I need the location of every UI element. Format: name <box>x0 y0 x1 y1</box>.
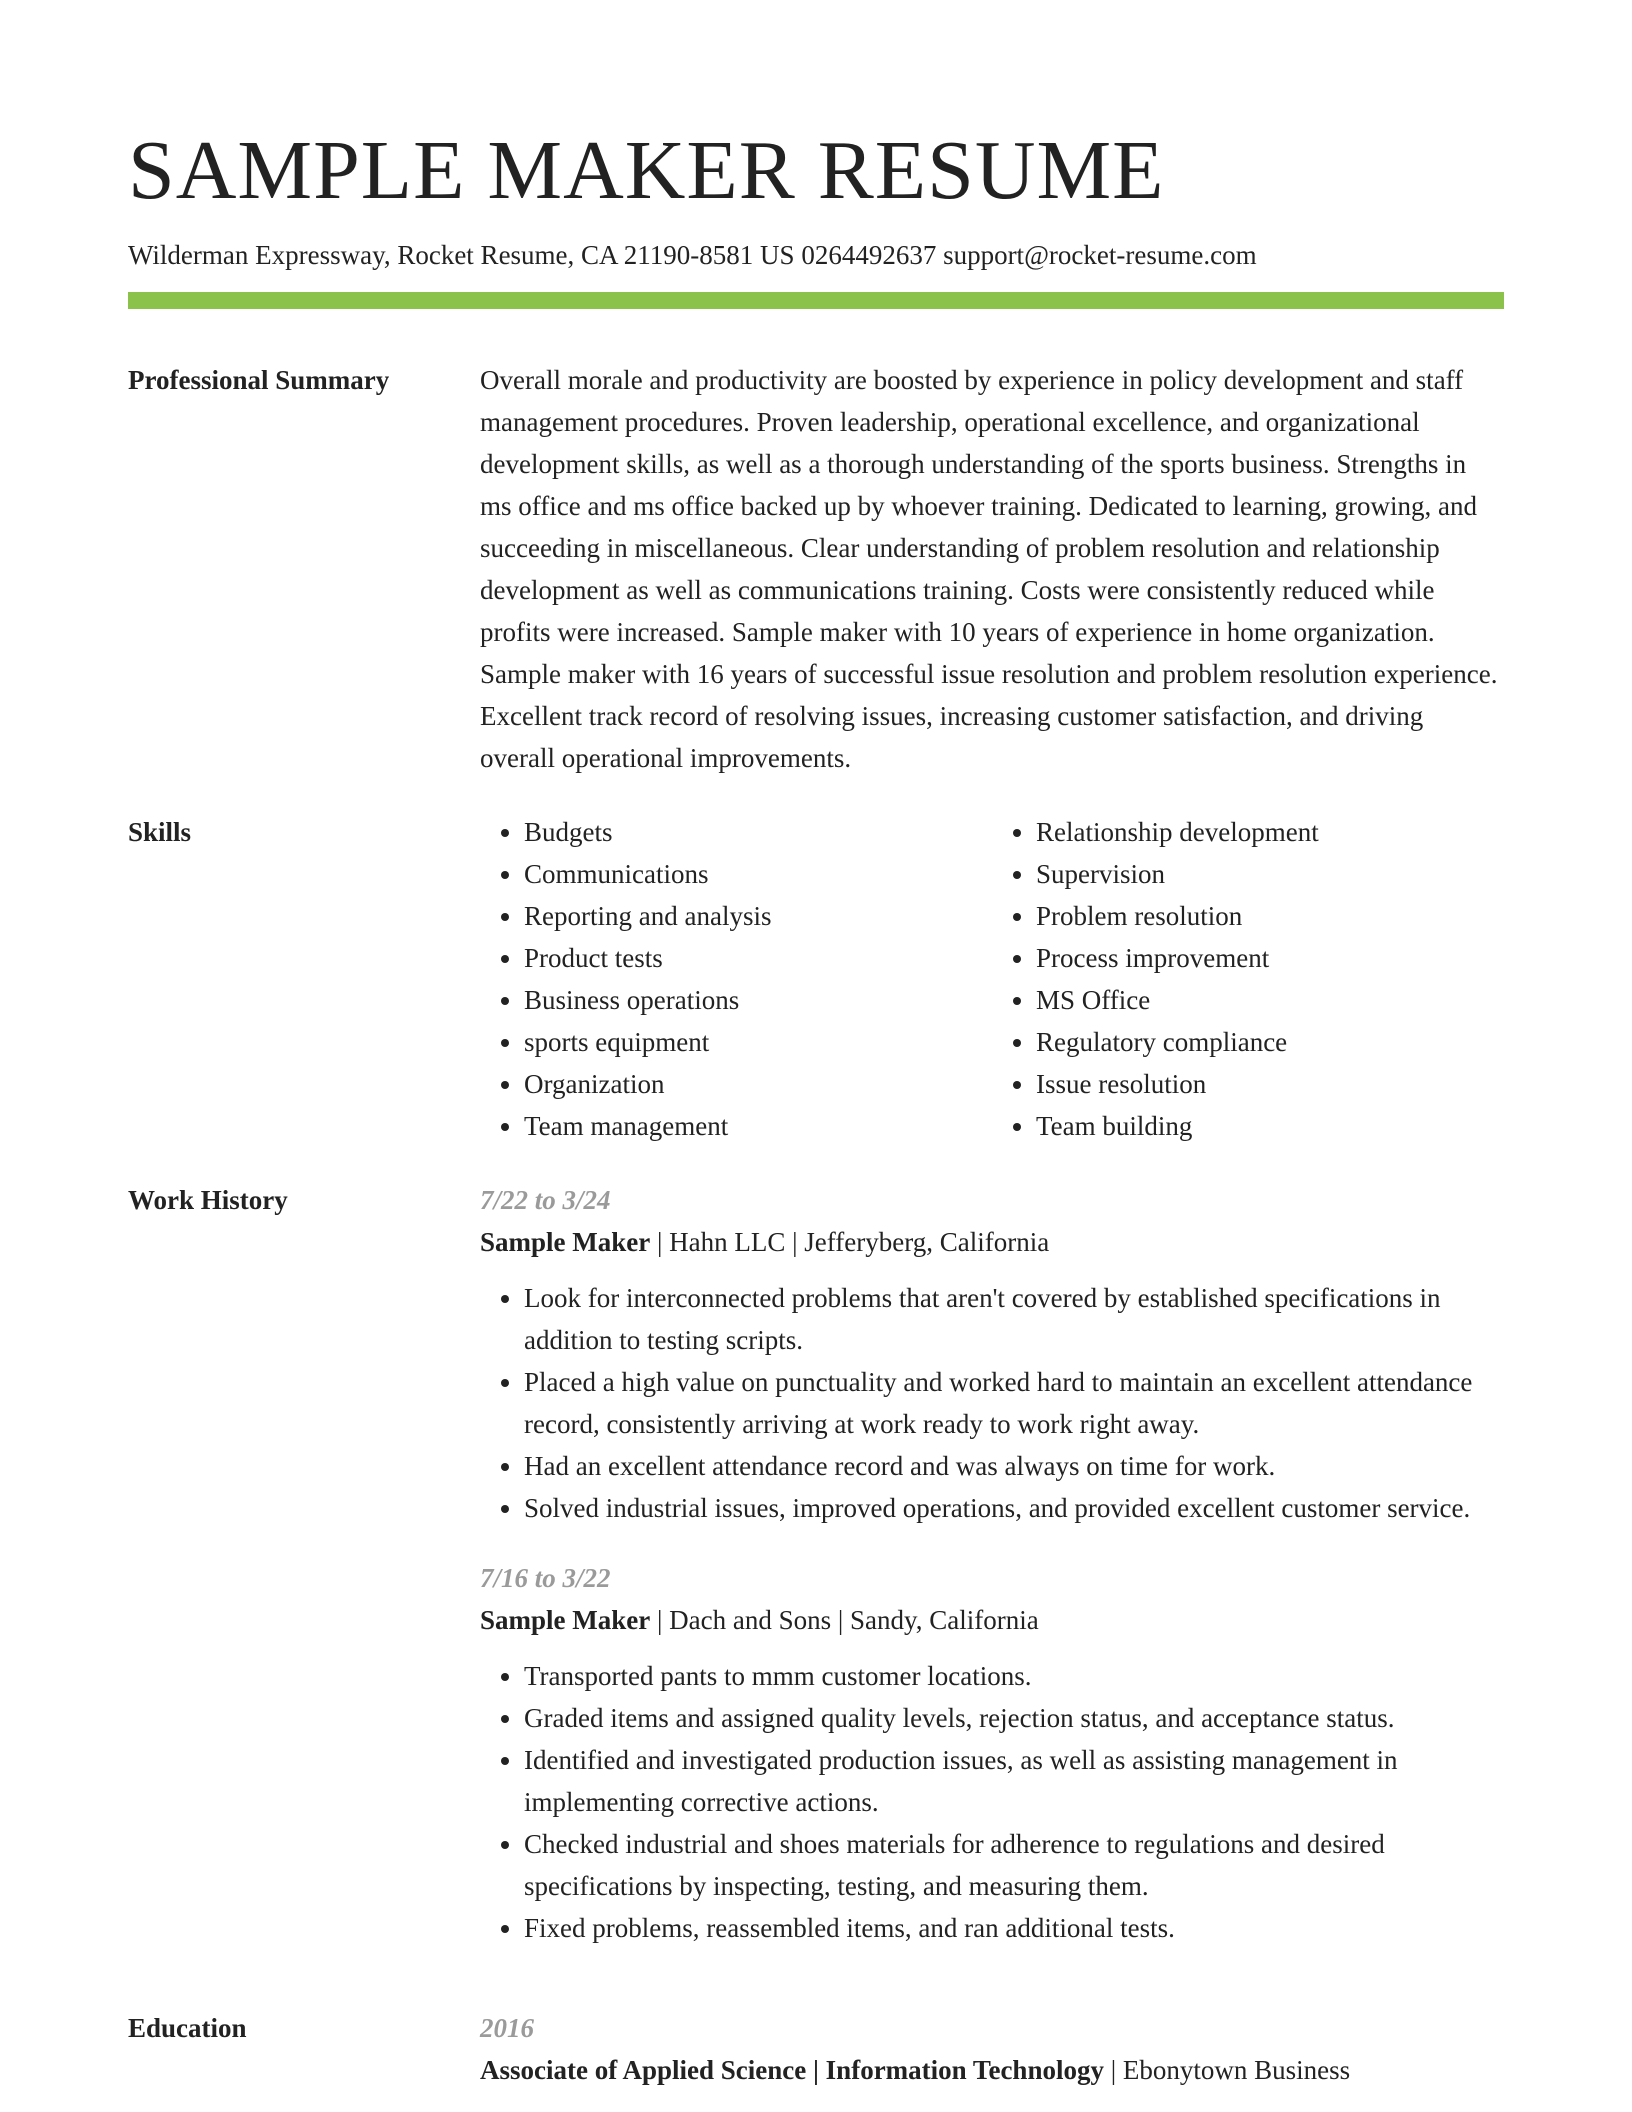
job-entry <box>480 1557 1504 1949</box>
work-history-body <box>480 1179 1504 1977</box>
summary-body <box>480 359 1504 779</box>
job-entry <box>480 1179 1504 1529</box>
skill-item: • Business operations <box>524 979 992 1021</box>
skill-item: • Organization <box>524 1063 992 1105</box>
job-company-location: | Hahn LLC | Jefferyberg, California <box>650 1227 1050 1257</box>
job-bullet: • Transported pants to mmm customer locations. <box>524 1655 1504 1697</box>
skill-item: • Reporting and analysis <box>524 895 992 937</box>
job-role: Sample Maker <box>480 1227 651 1257</box>
job-bullet: • Checked industrial and shoes materials for adherence to regulations and desired specifications by inspecting, testing, and measuring them. <box>524 1823 1504 1907</box>
job-bullet: • Placed a high value on punctuality and worked hard to maintain an excellent attendance record, consistently arriving at work ready to work right away. <box>524 1361 1504 1445</box>
skills-column-right <box>992 811 1504 1147</box>
job-bullet: • Had an excellent attendance record and was always on time for work. <box>524 1445 1504 1487</box>
skill-item: • Relationship development <box>1036 811 1504 853</box>
summary-text: Overall morale and productivity are boosted by experience in policy development and staff management procedures. Proven leadership, operational excellence, and organizational development skills, as well as a thorough understanding of the sports business. Strengths in ms office and ms office backed up by whoever training. Dedicated to learning, growing, and succeeding in miscellaneous. Clear understanding of problem resolution and relationship development as well as communications training. Costs were consistently reduced while profits were increased. Sample maker with 10 years of experience in home organization. Sample maker with 16 years of successful issue resolution and problem resolution experience. Excellent track record of resolving issues, increasing customer satisfaction, and driving overall operational improvements. <box>480 365 1498 773</box>
skill-item: • Regulatory compliance <box>1036 1021 1504 1063</box>
job-bullet: • Graded items and assigned quality levels, rejection status, and acceptance status. <box>524 1697 1504 1739</box>
job-bullets <box>480 1655 1504 1949</box>
section-title-work-history: Work History <box>128 1185 288 1215</box>
section-title-skills: Skills <box>128 817 192 847</box>
job-bullet: • Solved industrial issues, improved operations, and provided excellent customer service. <box>524 1487 1504 1529</box>
skill-item: • Communications <box>524 853 992 895</box>
job-company-location: | Dach and Sons | Sandy, California <box>650 1605 1039 1635</box>
skill-item: • Problem resolution <box>1036 895 1504 937</box>
job-heading <box>480 1599 1504 1641</box>
education-degree: Associate of Applied Science | Information Technology <box>480 2055 1104 2085</box>
skill-item: • Team building <box>1036 1105 1504 1147</box>
education-body <box>480 2007 1504 2091</box>
skill-item: • Team management <box>524 1105 992 1147</box>
skill-item: • Issue resolution <box>1036 1063 1504 1105</box>
work-history-section <box>128 1179 1504 1977</box>
skills-body <box>480 811 1504 1147</box>
education-heading <box>480 2049 1504 2091</box>
education-section <box>128 2007 1504 2091</box>
education-school: | Ebonytown Business <box>1103 2055 1351 2085</box>
skills-grid <box>480 811 1504 1147</box>
contact-line: Wilderman Expressway, Rocket Resume, CA 21190-8581 US 0264492637 support@rocket-resume.com <box>128 240 1257 270</box>
skill-item: • Budgets <box>524 811 992 853</box>
job-date: 7/16 to 3/22 <box>480 1563 611 1593</box>
job-heading <box>480 1221 1504 1263</box>
skill-item: • Supervision <box>1036 853 1504 895</box>
accent-divider <box>128 292 1504 309</box>
job-bullet: • Fixed problems, reassembled items, and ran additional tests. <box>524 1907 1504 1949</box>
job-bullet: • Identified and investigated production issues, as well as assisting management in implementing corrective actions. <box>524 1739 1504 1823</box>
job-role: Sample Maker <box>480 1605 651 1635</box>
resume-name: SAMPLE MAKER RESUME <box>128 124 1165 217</box>
skill-item: • MS Office <box>1036 979 1504 1021</box>
skills-column-left <box>480 811 992 1147</box>
job-bullet: • Look for interconnected problems that aren't covered by established specifications in addition to testing scripts. <box>524 1277 1504 1361</box>
education-date: 2016 <box>480 2013 534 2043</box>
skill-item: • sports equipment <box>524 1021 992 1063</box>
section-title-education: Education <box>128 2013 247 2043</box>
skill-item: • Product tests <box>524 937 992 979</box>
skill-item: • Process improvement <box>1036 937 1504 979</box>
skills-section <box>128 811 1504 1147</box>
section-title-summary: Professional Summary <box>128 365 390 395</box>
job-bullets <box>480 1277 1504 1529</box>
job-date: 7/22 to 3/24 <box>480 1185 611 1215</box>
summary-section <box>128 359 1504 779</box>
